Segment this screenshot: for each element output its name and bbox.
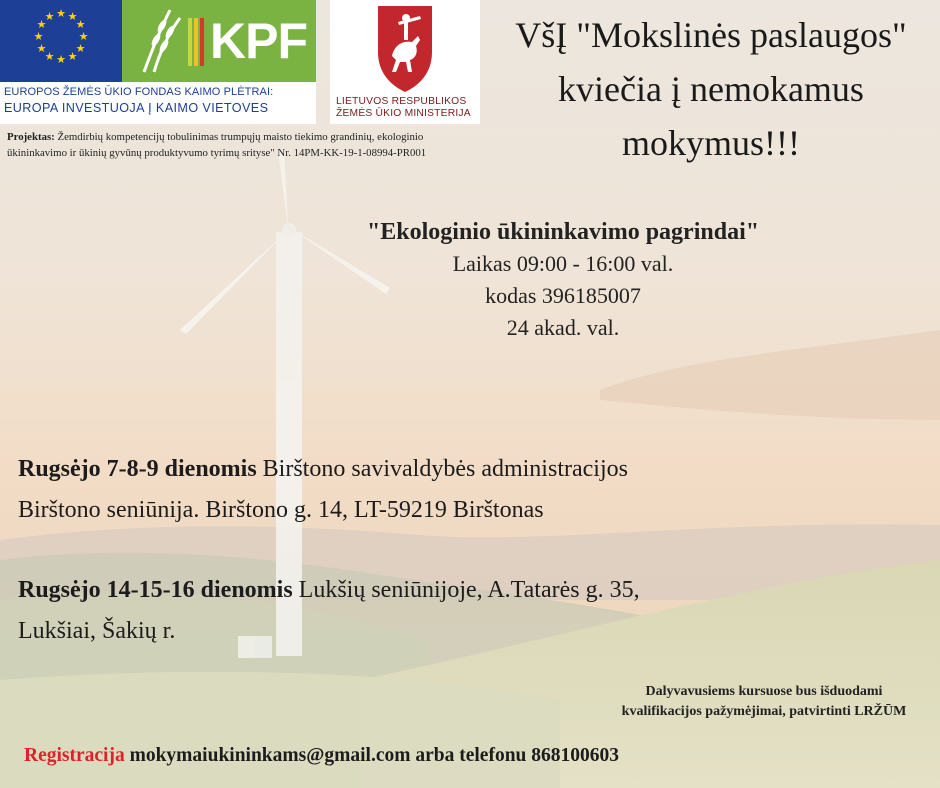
svg-text:★: ★: [67, 10, 78, 23]
registration-contact[interactable]: mokymaiukininkams@gmail.com arba telefonu 868100603: [129, 745, 620, 766]
ministry-line-2: ŽEMĖS ŪKIO MINISTERIJA: [336, 108, 471, 119]
svg-text:★: ★: [33, 30, 44, 43]
schedule-place: Lukšių seniūnijoje, A.Tatarės g. 35,: [298, 577, 640, 603]
course-time: Laikas 09:00 - 16:00 val.: [452, 251, 674, 276]
svg-text:★: ★: [75, 18, 86, 31]
svg-text:★: ★: [36, 18, 47, 31]
svg-text:★: ★: [78, 30, 89, 43]
course-code: kodas 396185007: [485, 283, 641, 308]
svg-text:★: ★: [67, 50, 78, 63]
course-title: "Ekologinio ūkininkavimo pagrindai": [366, 219, 760, 245]
svg-text:★: ★: [36, 42, 47, 55]
schedule-address: Birštono seniūnija. Birštono g. 14, LT-59219 Birštonas: [18, 497, 544, 523]
project-text: Žemdirbių kompetencijų tobulinimas trumpųjų maisto tiekimo grandinių, ekologinio ūkininkavimo ir ūkinių gyvūnų produktyvumo tyrimų srityse" Nr. 14PM-KK-19-1-08994-PR001: [7, 131, 427, 159]
lithuania-coat-of-arms-icon: [330, 0, 480, 96]
kpf-logo: [122, 0, 316, 82]
certificate-line-2: kvalifikacijos pažymėjimai, patvirtinti LRŽŪM: [621, 704, 907, 719]
certificate-line-1: Dalyvavusiems kursuose bus išduodami: [645, 684, 883, 699]
svg-text:★: ★: [56, 53, 66, 66]
fund-line-1: EUROPOS ŽEMĖS ŪKIO FONDAS KAIMO PLĖTRAI:: [4, 86, 274, 98]
schedule-item-2: [18, 570, 640, 652]
ministry-line-1: LIETUVOS RESPUBLIKOS: [336, 96, 467, 107]
svg-text:★: ★: [75, 42, 86, 55]
schedule-address: Lukšiai, Šakių r.: [18, 618, 176, 644]
project-description: [7, 129, 479, 161]
svg-text:★: ★: [56, 7, 66, 20]
fund-line-2: EUROPA INVESTUOJA Į KAIMO VIETOVES: [4, 101, 269, 115]
eu-flag-icon: [0, 0, 122, 82]
project-label: Projektas:: [7, 131, 55, 143]
certificate-note: [590, 682, 938, 722]
headline-line-2: kviečia į nemokamus: [558, 69, 864, 109]
schedule-item-1: [18, 449, 628, 531]
schedule-dates: Rugsėjo 14-15-16 dienomis: [18, 577, 293, 603]
headline-line-1: VšĮ "Mokslinės paslaugos": [515, 15, 907, 55]
headline-line-3: mokymus!!!: [622, 123, 800, 163]
course-hours: 24 akad. val.: [506, 315, 620, 340]
kpf-logo-text: KPF: [210, 13, 307, 69]
eu-flag-logo: [0, 0, 122, 82]
course-info: [330, 216, 796, 344]
svg-text:★: ★: [44, 10, 55, 23]
registration-label: Registracija: [24, 745, 125, 766]
svg-text:★: ★: [44, 50, 55, 63]
registration: [24, 745, 619, 767]
fund-caption: [0, 82, 316, 124]
schedule-dates: Rugsėjo 7-8-9 dienomis: [18, 456, 257, 482]
headline: [478, 8, 940, 170]
schedule-place: Birštono savivaldybės administracijos: [262, 456, 628, 482]
ministry-logo: [330, 0, 480, 124]
